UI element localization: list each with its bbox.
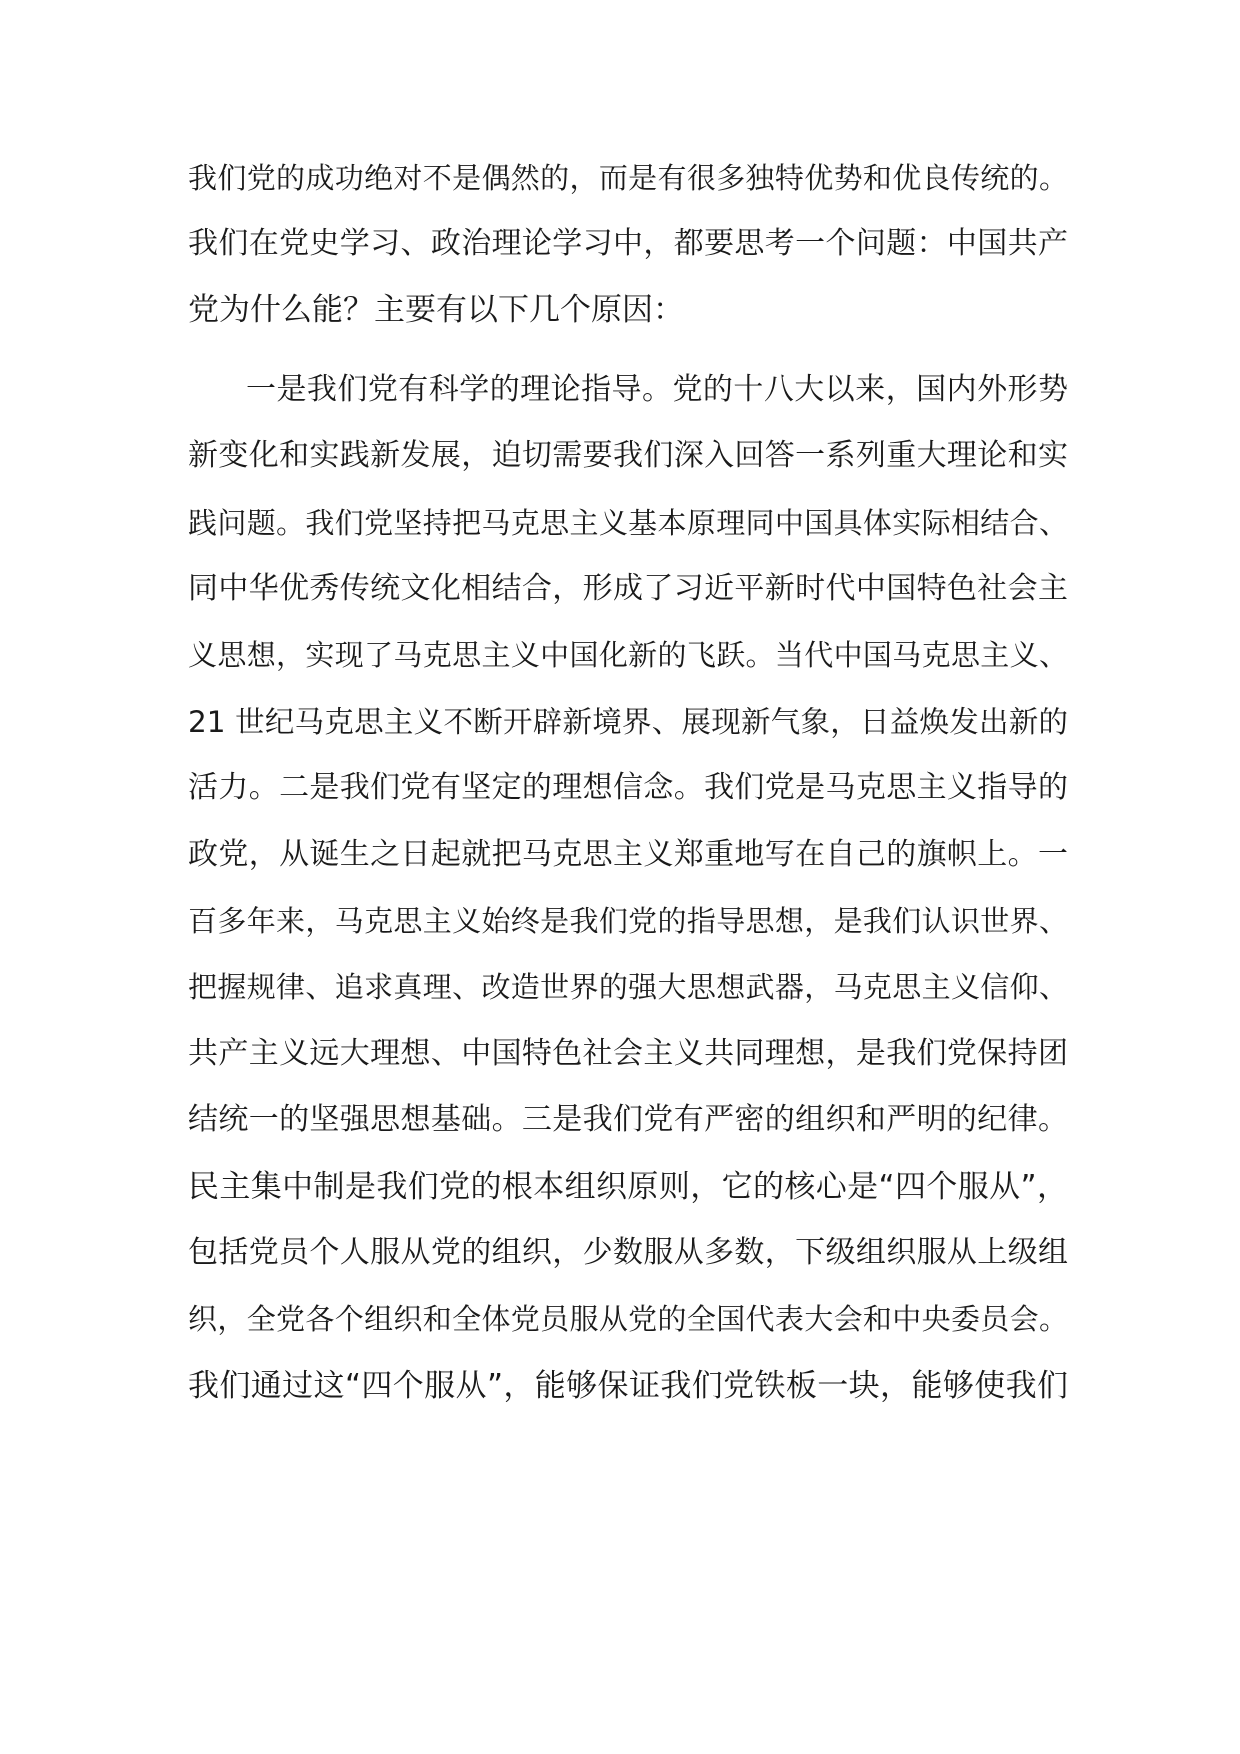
text-line: 同中华优秀传统文化相结合，形成了习近平新时代中国特色社会主	[188, 571, 1068, 606]
text-line: 我们通过这“四个服从”，能够保证我们党铁板一块，能够使我们	[188, 1368, 1068, 1404]
text-line: 义思想，实现了马克思主义中国化新的飞跃。当代中国马克思主义、	[188, 638, 1068, 672]
text-line: 一是我们党有科学的理论指导。党的十八大以来，国内外形势	[246, 372, 1068, 407]
text-line: 我们党的成功绝对不是偶然的，而是有很多独特优势和优良传统的。	[188, 161, 1068, 195]
text-line: 活力。二是我们党有坚定的理想信念。我们党是马克思主义指导的	[188, 770, 1068, 805]
text-line: 我们在党史学习、政治理论学习中，都要思考一个问题：中国共产	[188, 226, 1068, 261]
text-line: 21 世纪马克思主义不断开辟新境界、展现新气象，日益焕发出新的	[188, 705, 1068, 739]
text-line: 政党，从诞生之日起就把马克思主义郑重地写在自己的旗帜上。一	[188, 837, 1068, 872]
text-line: 民主集中制是我们党的根本组织原则，它的核心是“四个服从”，	[188, 1169, 1068, 1205]
text-line: 践问题。我们党坚持把马克思主义基本原理同中国具体实际相结合、	[188, 506, 1068, 540]
text-line: 党为什么能？主要有以下几个原因：	[188, 292, 684, 328]
text-line: 百多年来，马克思主义始终是我们党的指导思想，是我们认识世界、	[188, 904, 1068, 938]
text-line: 结统一的坚强思想基础。三是我们党有严密的组织和严明的纪律。	[188, 1102, 1068, 1137]
text-line: 织，全党各个组织和全体党员服从党的全国代表大会和中央委员会。	[188, 1302, 1068, 1336]
text-line: 包括党员个人服从党的组织，少数服从多数，下级组织服从上级组	[188, 1235, 1068, 1270]
text-line: 新变化和实践新发展，迫切需要我们深入回答一系列重大理论和实	[188, 438, 1068, 473]
text-line: 共产主义远大理想、中国特色社会主义共同理想，是我们党保持团	[188, 1036, 1068, 1071]
text-line: 把握规律、追求真理、改造世界的强大思想武器，马克思主义信仰、	[188, 970, 1068, 1004]
